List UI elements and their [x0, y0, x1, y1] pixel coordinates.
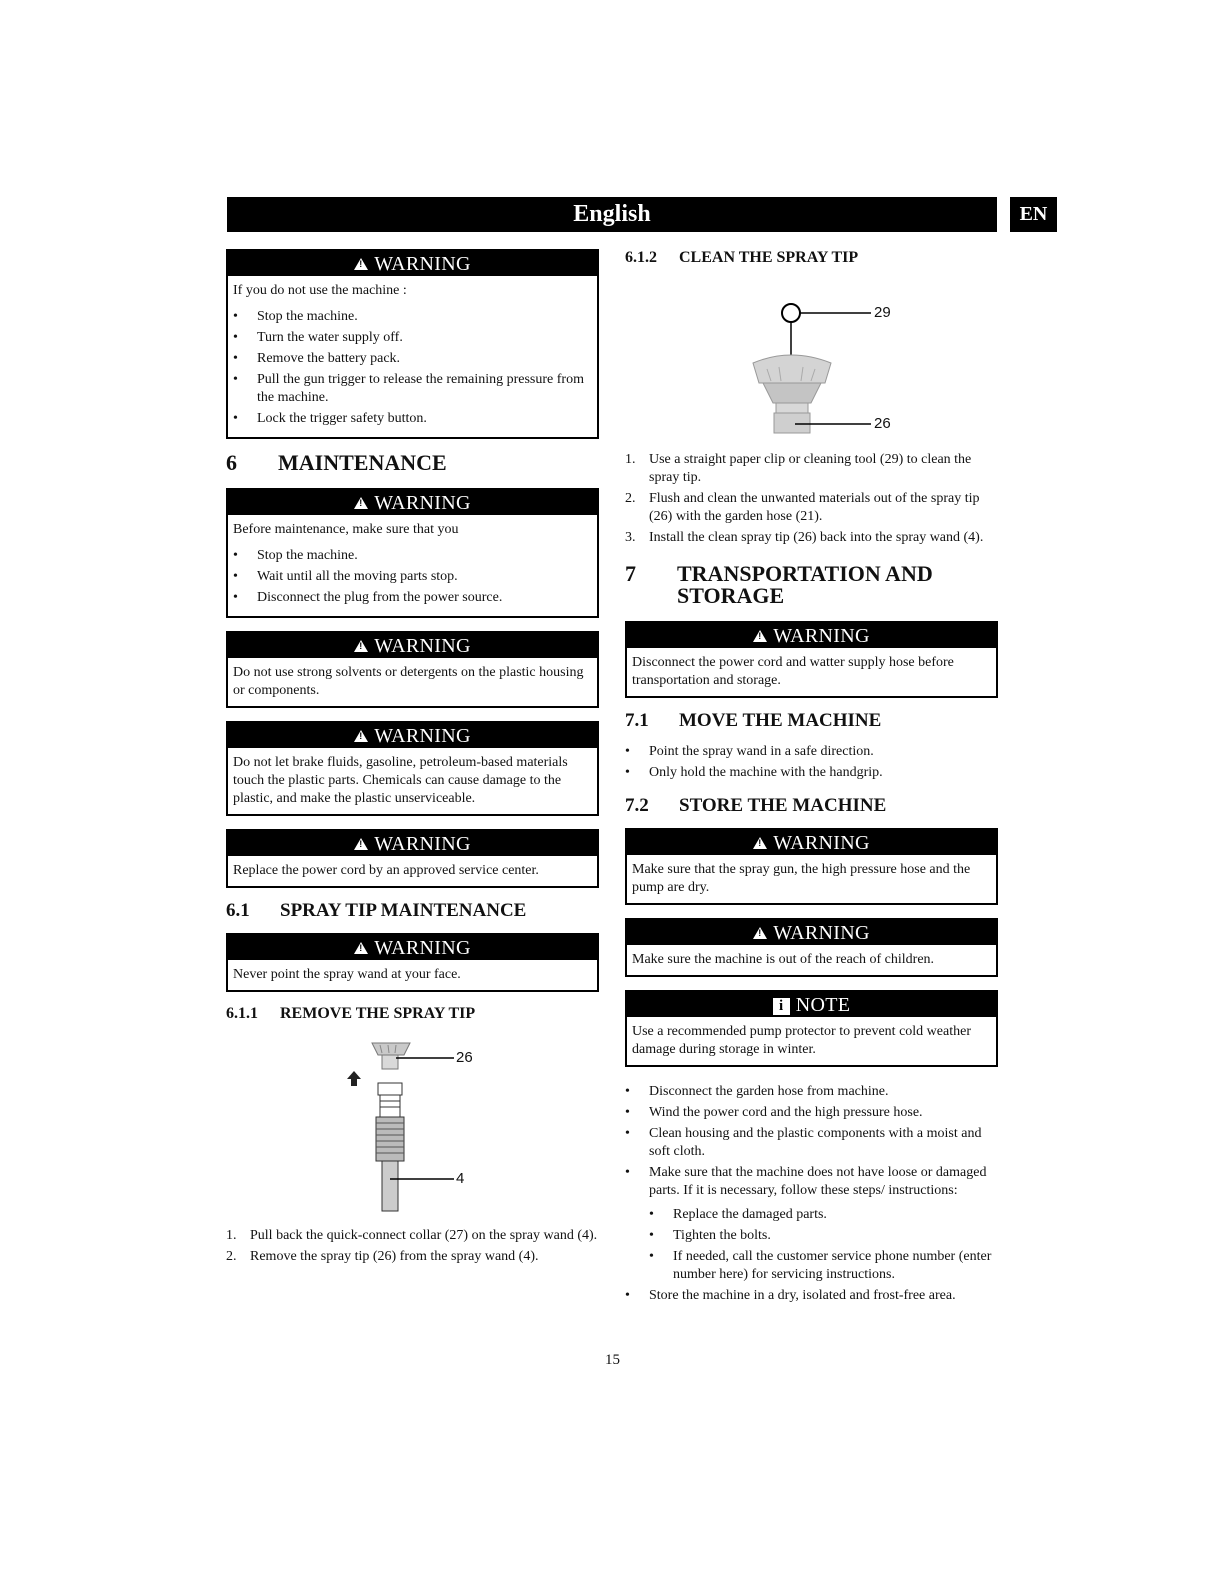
warning-triangle-icon — [354, 838, 368, 850]
clean-spray-tip-figure — [625, 275, 998, 435]
warning-header: !WARNING — [228, 490, 597, 515]
spray-tip-and-wand-illustration — [226, 1031, 599, 1213]
list-item: • Make sure that the machine does not have loose or damaged parts. If it is necessary, follow these steps/ instructions: — [625, 1164, 998, 1200]
list-item: • Remove the battery pack. — [233, 350, 592, 368]
list-item: 2. Remove the spray tip (26) from the spray wand (4). — [226, 1249, 539, 1264]
warning-text: Make sure that the spray gun, the high pressure hose and the pump are dry. — [632, 862, 971, 895]
warning-text: Disconnect the power cord and watter supply hose before transportation and storage. — [632, 655, 954, 688]
list-item: • Store the machine in a dry, isolated and frost-free area. — [625, 1287, 998, 1305]
warning-intro: If you do not use the machine : — [233, 283, 407, 298]
warning-header: !WARNING — [228, 251, 597, 276]
right-column — [625, 249, 998, 1308]
callout-label: 26 — [456, 1049, 473, 1066]
section-heading-6: 6 MAINTENANCE — [226, 450, 447, 475]
list-item: • Wind the power cord and the high pressure hose. — [625, 1104, 998, 1122]
warning-box-stop — [226, 249, 599, 439]
move-list — [625, 743, 998, 782]
list-item: • Turn the water supply off. — [233, 329, 592, 347]
list-item: 3. Install the clean spray tip (26) back into the spray wand (4). — [625, 530, 984, 545]
callout-label: 29 — [874, 304, 891, 321]
list-item: • Wait until all the moving parts stop. — [233, 568, 592, 586]
spray-tip-cleaning-illustration — [625, 275, 998, 435]
section-heading-7: 7 TRANSPORTATION AND STORAGE — [625, 561, 933, 608]
warning-text: Never point the spray wand at your face. — [233, 967, 461, 982]
warning-header: !WARNING — [627, 623, 996, 648]
remove-spray-tip-figure — [226, 1031, 599, 1213]
warning-header: !WARNING — [228, 633, 597, 658]
section-heading-6-1-1: 6.1.1 REMOVE THE SPRAY TIP — [226, 1005, 476, 1022]
callout-label: 4 — [456, 1170, 465, 1187]
warning-text: Replace the power cord by an approved service center. — [233, 863, 539, 878]
warning-triangle-icon — [753, 927, 767, 939]
warning-intro: Before maintenance, make sure that you — [233, 522, 459, 537]
note-text: Use a recommended pump protector to prevent cold weather damage during storage in winter. — [632, 1024, 971, 1057]
remove-steps-list — [226, 1227, 599, 1266]
warning-box-brake-fluids — [226, 721, 599, 816]
warning-header: !WARNING — [627, 830, 996, 855]
clean-steps-list — [625, 451, 998, 547]
list-item: • Disconnect the plug from the power source. — [233, 589, 592, 607]
list-item: 2. Flush and clean the unwanted materials out of the spray tip (26) with the garden hose (21). — [625, 491, 980, 524]
warning-header: !WARNING — [228, 723, 597, 748]
warning-text: Make sure the machine is out of the reach of children. — [632, 952, 935, 967]
list-item: • Lock the trigger safety button. — [233, 410, 592, 428]
warning-triangle-icon — [753, 630, 767, 642]
warning-text: Do not let brake fluids, gasoline, petroleum-based materials touch the plastic parts. Chemicals can cause damage to the plastic, and make the plastic unserviceable. — [233, 755, 568, 806]
warning-box-solvents — [226, 631, 599, 708]
note-box — [625, 990, 998, 1067]
list-item: • Only hold the machine with the handgrip. — [625, 764, 998, 782]
warning-box-dry — [625, 828, 998, 905]
list-item: • Stop the machine. — [233, 547, 592, 565]
section-heading-6-1: 6.1 SPRAY TIP MAINTENANCE — [226, 900, 527, 921]
warning-header: !WARNING — [228, 831, 597, 856]
list-item: • Tighten the bolts. — [625, 1227, 998, 1245]
note-header: i NOTE — [627, 992, 996, 1017]
list-item: 1. Pull back the quick-connect collar (27) on the spray wand (4). — [226, 1228, 598, 1243]
list-item: 1. Use a straight paper clip or cleaning tool (29) to clean the spray tip. — [625, 452, 972, 485]
warning-box-power-cord — [226, 829, 599, 888]
list-item: • Point the spray wand in a safe direction. — [625, 743, 998, 761]
list-item: • Disconnect the garden hose from machine. — [625, 1083, 998, 1101]
store-list-end — [625, 1287, 998, 1305]
warning-triangle-icon — [354, 730, 368, 742]
list-item: • Pull the gun trigger to release the remaining pressure from the machine. — [233, 371, 592, 407]
list-item: • Stop the machine. — [233, 308, 592, 326]
info-icon: i — [773, 998, 790, 1015]
warning-box-transport — [625, 621, 998, 698]
page-number: 15 — [605, 1352, 620, 1368]
callout-label: 26 — [874, 415, 891, 432]
warning-header: !WARNING — [228, 935, 597, 960]
warning-text: Do not use strong solvents or detergents on the plastic housing or components. — [233, 665, 584, 698]
left-column — [226, 249, 599, 1269]
warning-triangle-icon — [354, 497, 368, 509]
list-item: • Clean housing and the plastic components with a moist and soft cloth. — [625, 1125, 998, 1161]
warning-list — [233, 308, 592, 428]
warning-triangle-icon — [753, 837, 767, 849]
list-item: • Replace the damaged parts. — [625, 1206, 998, 1224]
warning-list — [233, 547, 592, 607]
warning-header: !WARNING — [627, 920, 996, 945]
warning-triangle-icon — [354, 942, 368, 954]
list-item: • If needed, call the customer service phone number (enter number here) for servicing instructions. — [625, 1248, 998, 1284]
warning-box-maintenance — [226, 488, 599, 618]
section-heading-6-1-2: 6.1.2 CLEAN THE SPRAY TIP — [625, 249, 859, 266]
language-header: English — [227, 197, 997, 232]
warning-box-children — [625, 918, 998, 977]
section-heading-7-1: 7.1 MOVE THE MACHINE — [625, 710, 882, 731]
warning-triangle-icon — [354, 640, 368, 652]
store-list — [625, 1083, 998, 1200]
warning-triangle-icon — [354, 258, 368, 270]
language-code-badge: EN — [1010, 197, 1057, 232]
warning-box-face — [226, 933, 599, 992]
store-sub-list — [625, 1206, 998, 1284]
section-heading-7-2: 7.2 STORE THE MACHINE — [625, 795, 887, 816]
